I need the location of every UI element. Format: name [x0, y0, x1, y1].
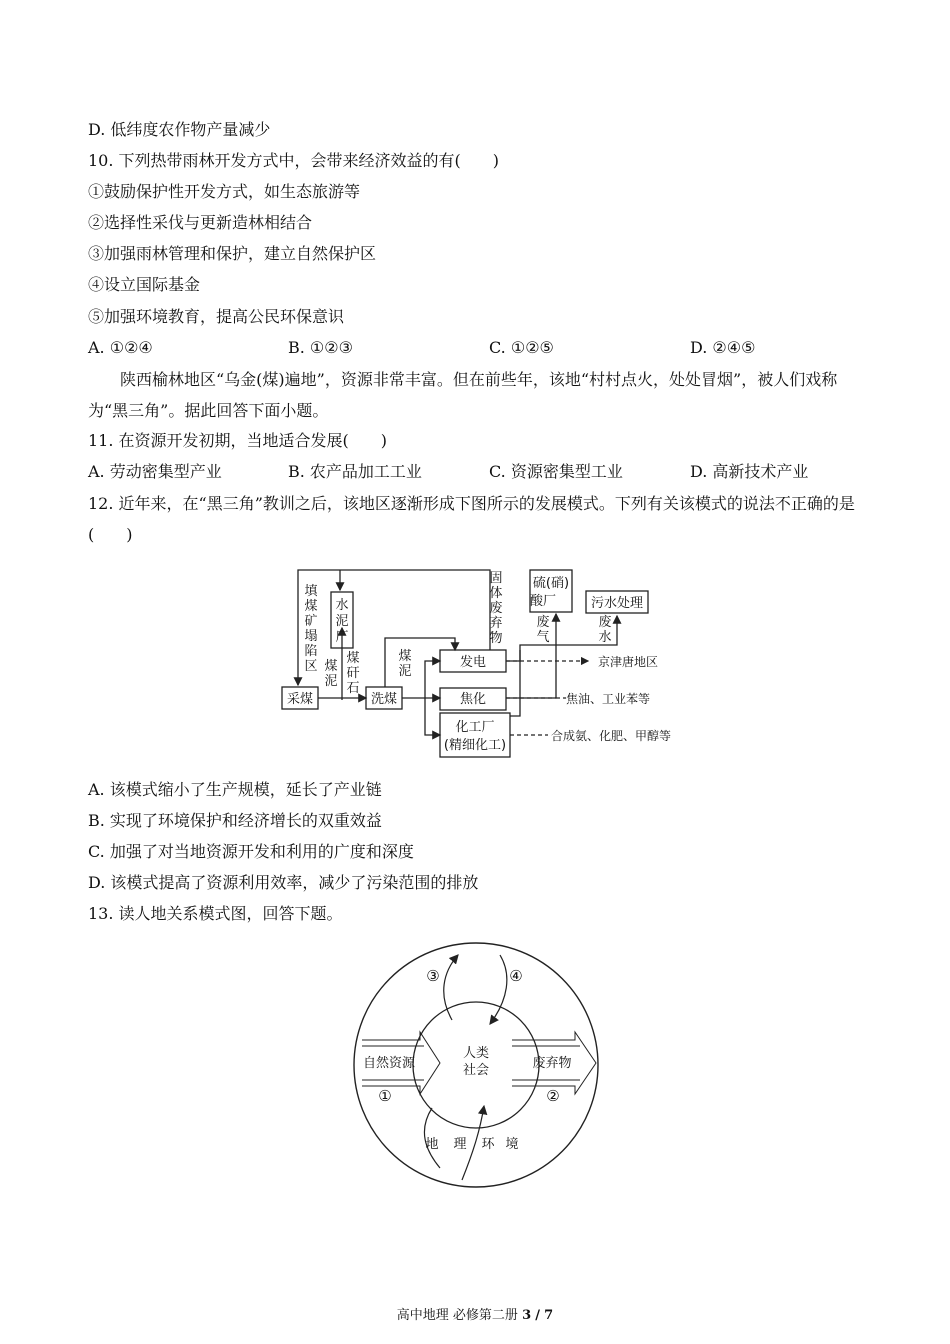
- bottom-label: 地: [425, 1137, 439, 1152]
- q10-item-5: ⑤加强环境教育，提高公民环保意识: [88, 307, 345, 326]
- label-coal-mud: 煤: [398, 649, 412, 664]
- label-fill: 填: [304, 584, 318, 599]
- bottom-label: 理: [453, 1137, 467, 1152]
- box-cement-2: 泥: [335, 614, 349, 629]
- label-gangue: 石: [346, 681, 360, 696]
- output-coking: 焦油、工业苯等: [566, 692, 651, 706]
- q11-option-a: A. 劳动密集型产业: [88, 462, 222, 481]
- q10-item-2: ②选择性采伐与更新造林相结合: [88, 213, 313, 232]
- label-solid-waste: 弃: [489, 616, 503, 631]
- box-mining: 采煤: [286, 692, 314, 707]
- q12-stem: 12. 近年来，在“黑三角”教训之后，该地区逐渐形成下图所示的发展模式。下列有关该模式的说法不正确的是( ): [88, 494, 855, 544]
- q10-option-d: D. ②④⑤: [690, 338, 756, 357]
- left-label: 自然资源: [362, 1056, 416, 1071]
- q10-option-b: B. ①②③: [288, 338, 353, 357]
- label-fill: 陷: [304, 644, 318, 659]
- box-acid-2: 酸厂: [529, 594, 557, 609]
- box-cement-3: 厂: [335, 630, 349, 645]
- passage: 陕西榆林地区“乌金(煤)遍地”，资源非常丰富。但在前些年，该地“村村点火，处处冒烟”，被人们戏称为“黑三角”。据此回答下面小题。: [88, 370, 838, 420]
- page-footer: [0, 1304, 950, 1323]
- box-acid-1: 硫(硝): [532, 576, 570, 591]
- box-washing: 洗煤: [370, 692, 398, 707]
- label-waste-water: 废: [598, 615, 612, 630]
- label-fill: 塌: [304, 629, 318, 644]
- label-solid-waste: 体: [489, 586, 503, 601]
- box-chem-2: (精细化工): [443, 738, 507, 753]
- label-solid-waste: 固: [489, 571, 503, 586]
- q11-option-c: C. 资源密集型工业: [489, 462, 623, 481]
- center-label-2: 社会: [462, 1063, 490, 1078]
- box-chem-1: 化工厂: [455, 720, 495, 735]
- label-solid-waste: 废: [489, 601, 503, 616]
- label-fill: 矿: [304, 614, 318, 629]
- label-fill: 区: [304, 659, 318, 674]
- footer-text: 高中地理 必修第二册: [396, 1308, 518, 1323]
- footer-total: 7: [544, 1308, 554, 1323]
- box-coking: 焦化: [459, 692, 487, 707]
- number-1: ①: [378, 1087, 392, 1105]
- q12-option-d: D. 该模式提高了资源利用效率，减少了污染范围的排放: [88, 873, 479, 892]
- box-power: 发电: [459, 655, 487, 670]
- q12-option-a: A. 该模式缩小了生产规模，延长了产业链: [88, 780, 382, 799]
- box-sewage: 污水处理: [590, 596, 644, 611]
- output-power: 京津唐地区: [598, 655, 659, 669]
- q10-item-3: ③加强雨林管理和保护，建立自然保护区: [88, 244, 377, 263]
- prev-option-d: D. 低纬度农作物产量减少: [88, 120, 271, 139]
- number-4: ④: [509, 967, 523, 985]
- q11-stem: 11. 在资源开发初期，当地适合发展( ): [88, 431, 388, 450]
- output-chem: 合成氨、化肥、甲醇等: [551, 729, 672, 743]
- box-cement-1: 水: [335, 598, 349, 613]
- q10-stem: 10. 下列热带雨林开发方式中，会带来经济效益的有( ): [88, 151, 500, 170]
- bottom-label: 环: [481, 1137, 495, 1152]
- label-gangue: 矸: [346, 666, 360, 681]
- q11-option-d: D. 高新技术产业: [690, 462, 809, 481]
- q13-stem: 13. 读人地关系模式图，回答下题。: [88, 904, 343, 923]
- number-3: ③: [426, 967, 440, 985]
- footer-page: 3: [522, 1308, 532, 1323]
- q11-option-b: B. 农产品加工工业: [288, 462, 422, 481]
- label-waste-gas: 废: [536, 615, 550, 630]
- label-coal-mud: 泥: [398, 664, 412, 679]
- industry-flowchart: [278, 562, 678, 762]
- human-land-diagram: [350, 940, 610, 1195]
- label-waste-gas: 气: [536, 630, 550, 645]
- center-label-1: 人类: [462, 1046, 490, 1061]
- footer-sep: /: [535, 1308, 541, 1323]
- q10-option-a: A. ①②④: [88, 338, 153, 357]
- label-coal-mud: 泥: [324, 674, 338, 689]
- number-2: ②: [546, 1087, 560, 1105]
- q12-option-c: C. 加强了对当地资源开发和利用的广度和深度: [88, 842, 414, 861]
- bottom-label: 境: [505, 1137, 519, 1152]
- q12-option-b: B. 实现了环境保护和经济增长的双重效益: [88, 811, 382, 830]
- label-coal-mud: 煤: [324, 659, 338, 674]
- right-label: 废弃物: [532, 1056, 572, 1071]
- q10-item-1: ①鼓励保护性开发方式，如生态旅游等: [88, 182, 361, 201]
- label-waste-water: 水: [598, 630, 612, 645]
- q10-option-c: C. ①②⑤: [489, 338, 554, 357]
- label-solid-waste: 物: [489, 631, 503, 646]
- q10-item-4: ④设立国际基金: [88, 275, 201, 294]
- label-fill: 煤: [304, 599, 318, 614]
- label-gangue: 煤: [346, 651, 360, 666]
